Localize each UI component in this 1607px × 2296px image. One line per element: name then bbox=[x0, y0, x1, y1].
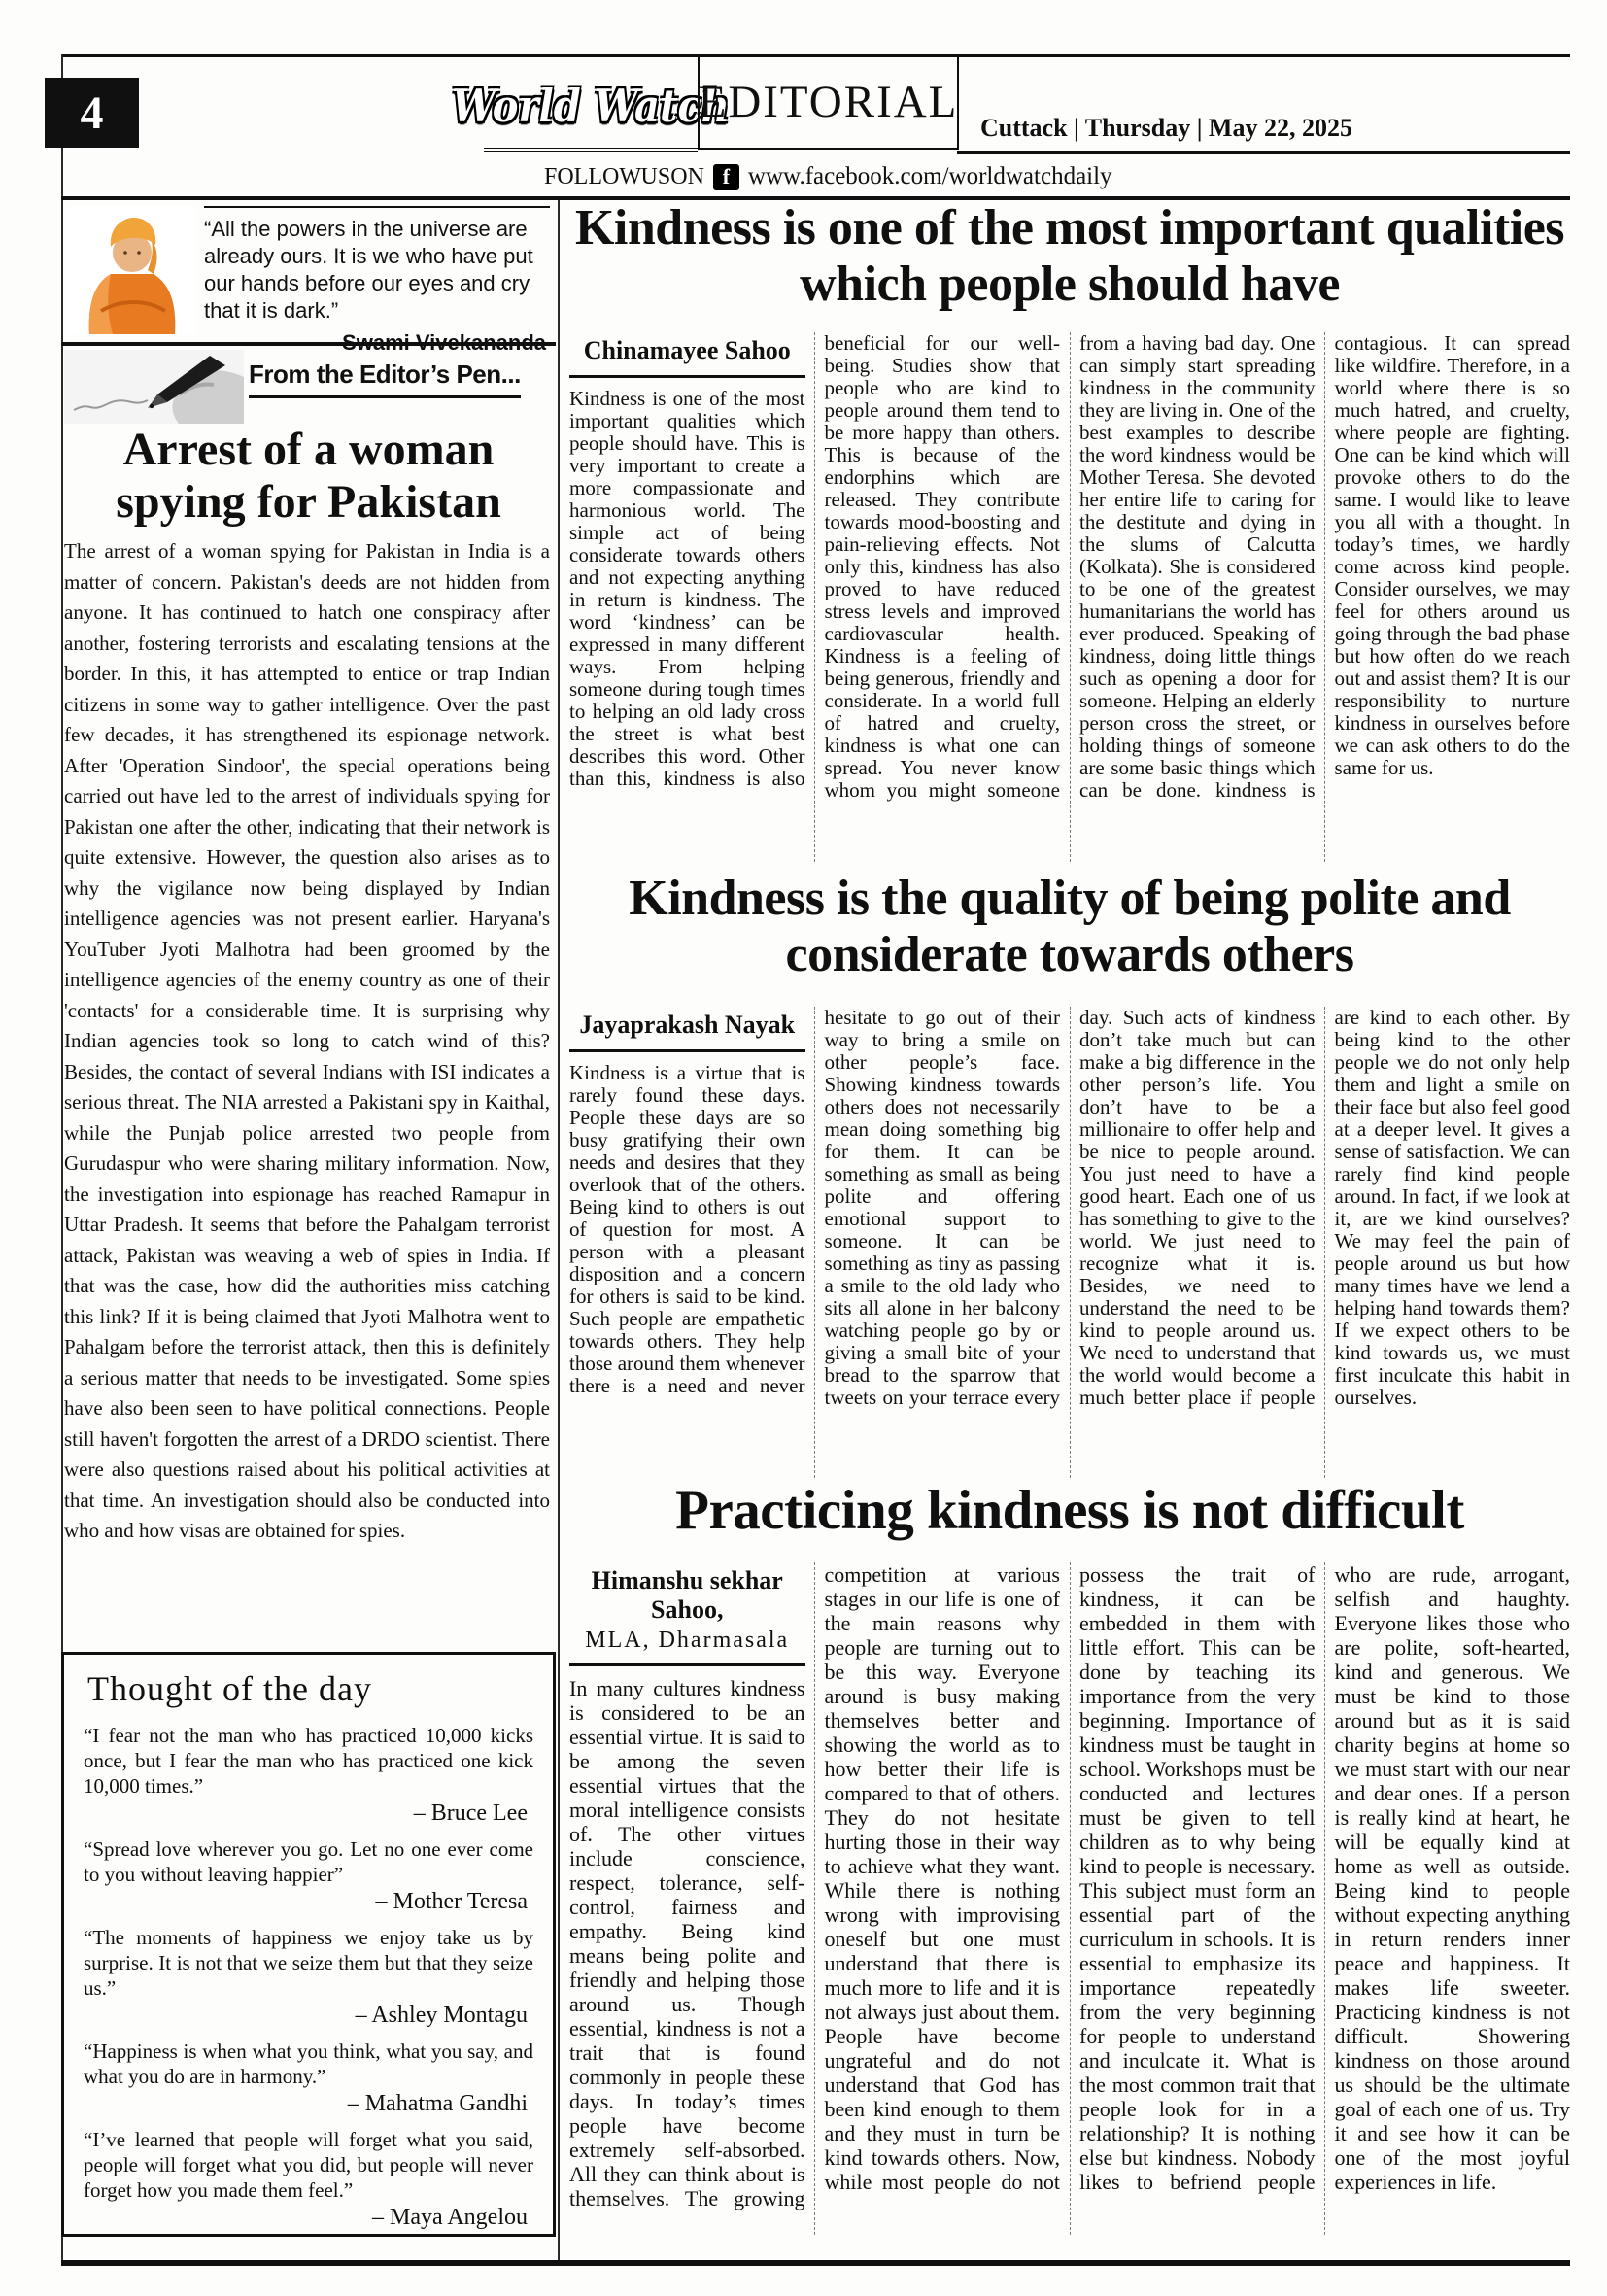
page-number-box bbox=[45, 78, 139, 148]
editorial-body: The arrest of a woman spying for Pakistan in India is a matter of concern. Pakistan's deeds are not hidden from anyone. It has continued to hatch one conspiracy after another, fostering terrorists and escalating tensions at the border. In this, it has attempted to entice or trap Indian citizens in some way to gather intelligence. Over the past few decades, it has strengthened its espionage network. After 'Operation Sindoor', the special operations being carried out have led to the arrest of individuals spying for Pakistan one after the other, indicating that their network is quite extensive. However, the question also arises as to why the vigilance now being displayed by Indian intelligence agencies was not present earlier. Haryana's YouTuber Jyoti Malhotra had been groomed by the intelligence agencies of the enemy country as one of their 'contacts' for a considerable time. It is surprising why Indian agencies took so long to catch wind of this? Besides, the contact of several Indians with ISI indicates a serious threat. The NIA arrested a Pakistani spy in Kaithal, while the Punjab police arrested two people from Gurudaspur who were sharing military information. Now, the investigation into espionage has reached Ramapur in Uttar Pradesh. It seems that before the Pahalgam terrorist attack, Pakistan was weaving a web of spies in India. If that was the case, how did the authorities miss catching this link? If it is being claimed that Jyoti Malhotra went to Pahalgam before the terrorist attack, then this is definitely a serious matter that needs to be investigated. Some spies have also been seen to have political connections. People still haven't forgotten the arrest of a DRDO scientist. There were also questions raised about his political activities at that time. An investigation should also be conducted into who and how visas are obtained for spies. bbox=[64, 539, 550, 1542]
editors-pen-image bbox=[64, 350, 244, 424]
vivekananda-quote: “All the powers in the universe are already ours. It is we who have put our hands before our eyes and cry that it is dark.” bbox=[204, 217, 533, 323]
article-2-byline: Jayaprakash Nayak bbox=[569, 1007, 805, 1052]
thought-quote-author: – Mahatma Gandhi bbox=[347, 2091, 528, 2116]
article-1-columns bbox=[569, 332, 1570, 862]
bottom-rule bbox=[61, 2260, 1570, 2266]
article-2-title: Kindness is the quality of being polite and considerate towards others bbox=[629, 871, 1511, 982]
dateline bbox=[957, 56, 1570, 154]
thought-quote-author: – Ashley Montagu bbox=[355, 2003, 528, 2028]
masthead-logo: World Watch bbox=[452, 79, 730, 133]
article-3-byline-name: Himanshu sekhar Sahoo, bbox=[591, 1566, 783, 1624]
article-3-byline-role: MLA, Dharmasala bbox=[585, 1628, 790, 1653]
column-divider-rule bbox=[558, 200, 560, 2262]
thought-quote-author: – Mother Teresa bbox=[375, 1889, 528, 1914]
thought-title: Thought of the day bbox=[87, 1669, 372, 1708]
section-title-cell bbox=[698, 56, 959, 150]
section-title: EDITORIAL bbox=[698, 77, 959, 127]
article-3-byline bbox=[569, 1562, 805, 1666]
article-practicing-kindness bbox=[569, 1481, 1570, 2239]
article-3-title: Practicing kindness is not difficult bbox=[675, 1480, 1464, 1541]
vivekananda-portrait bbox=[68, 206, 196, 334]
thought-quote: “The moments of happiness we enjoy take us by surprise. It is not that we seize them but that they seize us.” bbox=[84, 1926, 533, 2000]
thought-quote: “I’ve learned that people will forget what you said, people will forget what you did, but people will never forget how you made them feel.” bbox=[84, 2128, 533, 2202]
thought-quote: “Spread love wherever you go. Let no one ever come to you without leaving happier” bbox=[84, 1837, 533, 1886]
follow-label: FOLLOW US ON bbox=[544, 163, 704, 189]
editorial-headline: Arrest of a woman spying for Pakistan bbox=[116, 424, 501, 528]
article-2-columns bbox=[569, 1007, 1570, 1478]
article-1-title: Kindness is one of the most important qualities which people should have bbox=[574, 200, 1565, 312]
vivekananda-quote-box bbox=[204, 206, 550, 356]
section-divider-rule bbox=[61, 342, 556, 346]
article-1-byline: Chinamayee Sahoo bbox=[569, 332, 805, 378]
thought-quote: “I fear not the man who has practiced 10,000 kicks once, but I fear the man who has practiced one kick 10,000 times.” bbox=[84, 1724, 533, 1798]
editors-pen-label: From the Editor’s Pen... bbox=[249, 360, 521, 398]
article-3-columns bbox=[569, 1562, 1570, 2235]
article-kindness-polite-considerate bbox=[569, 871, 1570, 1481]
article-1-body: Kindness is one of the most important qualities which people should have. This is very important to create a more compassionate and harmonious world. The simple act of being considerate towards others and not expecting anything in return is kindness. The word ‘kindness’ can be expressed in many different ways. From helping someone during tough times to helping an old lady cross the street is what best describes this word. Other than this, kindness is also beneficial for our well-being. Studies show that people who are kind to people around them tend to be more happy than others. This is because of the endorphins which are released. They contribute towards mood-boosting and pain-relieving effects. Not only this, kindness has also proved to have reduced stress levels and improved cardiovascular health. Kindness is a feeling of being generous, friendly and considerate. In a world full of hatred and cruelty, kindness is what one can spread. You never know whom you might someone from a having bad day. One can simply start spreading kindness in the community they are living in. One of the best examples to describe the word kindness would be Mother Teresa. She devoted her entire life to caring for the destitute and dying in the slums of Calcutta (Kolkata). She is considered to be one of the greatest humanitarians the world has ever produced. Speaking of kindness, doing little things such as opening a door for someone. Helping an elderly person cross the street, or holding things of someone are some basic things which can be done. kindness is contagious. It can spread like wildfire. Therefore, in a world where there is so much hatred, and cruelty, where people are fighting. One can be kind which will provoke others to do the same. I would like to leave you all with a thought. In today’s times, we hardly come across kind people. Consider ourselves, we may feel for others around us going through the bad phase but how often do we reach out and assist them? It is our responsibility to nurture kindness in ourselves before we can ask others to do the same for us. bbox=[569, 332, 1570, 802]
thought-quote-author: – Maya Angelou bbox=[372, 2205, 528, 2230]
dateline-text: Cuttack | Thursday | May 22, 2025 bbox=[980, 114, 1352, 142]
article-2-body: Kindness is a virtue that is rarely found these days. People these days are so busy gratifying their own needs and desires that they overlook that of the others. Being kind to others is out of question for most. A person with a pleasant disposition and a concern for others is said to be kind. Such people are empathetic towards others. They help those around them whenever there is a need and never hesitate to go out of their way to bring a smile on other people’s face. Showing kindness towards others does not necessarily mean doing something big for them. It can be something as small as being polite and offering emotional support to someone. It can be something as tiny as passing a smile to the old lady who sits all alone in her balcony watching people go by or giving a small bite of your bread to the sparrow that tweets on your terrace every day. Such acts of kindness don’t take much but can make a big difference in the other person’s life. You don’t have to be a millionaire to offer help and be nice to people around. You just need to have a good heart. Each one of us has something to give to the world. We just need to recognize what it is. Besides, we need to understand the need to be kind to people around us. We need to understand that the world would become a much better place if people are kind to each other. By being kind to the other people we do not only help them and light a smile on their face but also feel good at a deeper level. It gives a sense of satisfaction. We can rarely find kind people around. In fact, if we look at it, are we kind ourselves? We may feel the pain of people around us but how many times have we lend a helping hand towards them? If we expect others to be kind towards us, we must first inculcate this habit in ourselves. bbox=[569, 1007, 1570, 1409]
masthead bbox=[452, 64, 730, 152]
facebook-icon: f bbox=[713, 164, 739, 190]
page-number: 4 bbox=[80, 86, 104, 139]
thought-quote-author: – Bruce Lee bbox=[413, 1800, 528, 1826]
article-3-body: In many cultures kindness is considered to be an essential virtue. It is said to be among the seven essential virtues that the moral intelligence consists of. The other virtues include conscience, respect, tolerance, self-control, fairness and empathy. Being kind means being polite and friendly and helping those around us. Though essential, kindness is not a trait that is found commonly in people these days. In today’s times people have become extremely self-absorbed. All they can think about is themselves. The growing competition at various stages in our life is one of the main reasons why people are turning out to be this way. Everyone around is busy making themselves better and showing the world as to how better their life is compared to that of others. They do not hesitate hurting those in their way to achieve what they want. While there is nothing wrong with improvising oneself but one must understand that there is much more to life and it is not always just about them. People have become ungrateful and do not understand that God has been kind enough to them and they must in turn be kind towards others. Now, while most people do not possess the trait of kindness, it can be embedded in them with little effort. This can be done by teaching its importance from the very beginning. Importance of kindness must be taught in school. Workshops must be conducted and lectures must be given to tell children as to why being kind to people is necessary. This subject must form an essential part of the curriculum in schools. It is essential to emphasize its importance repeatedly from the very beginning for people to understand and inculcate it. What is the most common trait that people look for in a relationship? It is nothing else but kindness. Nobody likes to befriend people who are rude, arrogant, selfish and haughty. Everyone likes those who are polite, soft-hearted, kind and generous. We must be kind to those around but as it is said charity begins at home so we must start with our near and dear ones. If a person is really kind at heart, he will be equally kind at home as well as outside. Being kind to people without expecting anything in return renders inner peace and happiness. It makes life sweeter. Practicing kindness is not difficult. Showering kindness on those around us should be the ultimate goal of each one of us. Try it and see how it can be one of the most joyful experiences in life. bbox=[569, 1562, 1570, 2210]
thought-quote: “Happiness is when what you think, what you say, and what you do are in harmony.” bbox=[84, 2039, 533, 2088]
article-kindness-important-quality bbox=[569, 200, 1570, 865]
thought-of-the-day-box bbox=[61, 1652, 556, 2237]
facebook-url: www.facebook.com/worldwatchdaily bbox=[747, 163, 1112, 189]
follow-row bbox=[544, 159, 1112, 194]
editors-pen-heading bbox=[249, 360, 552, 398]
